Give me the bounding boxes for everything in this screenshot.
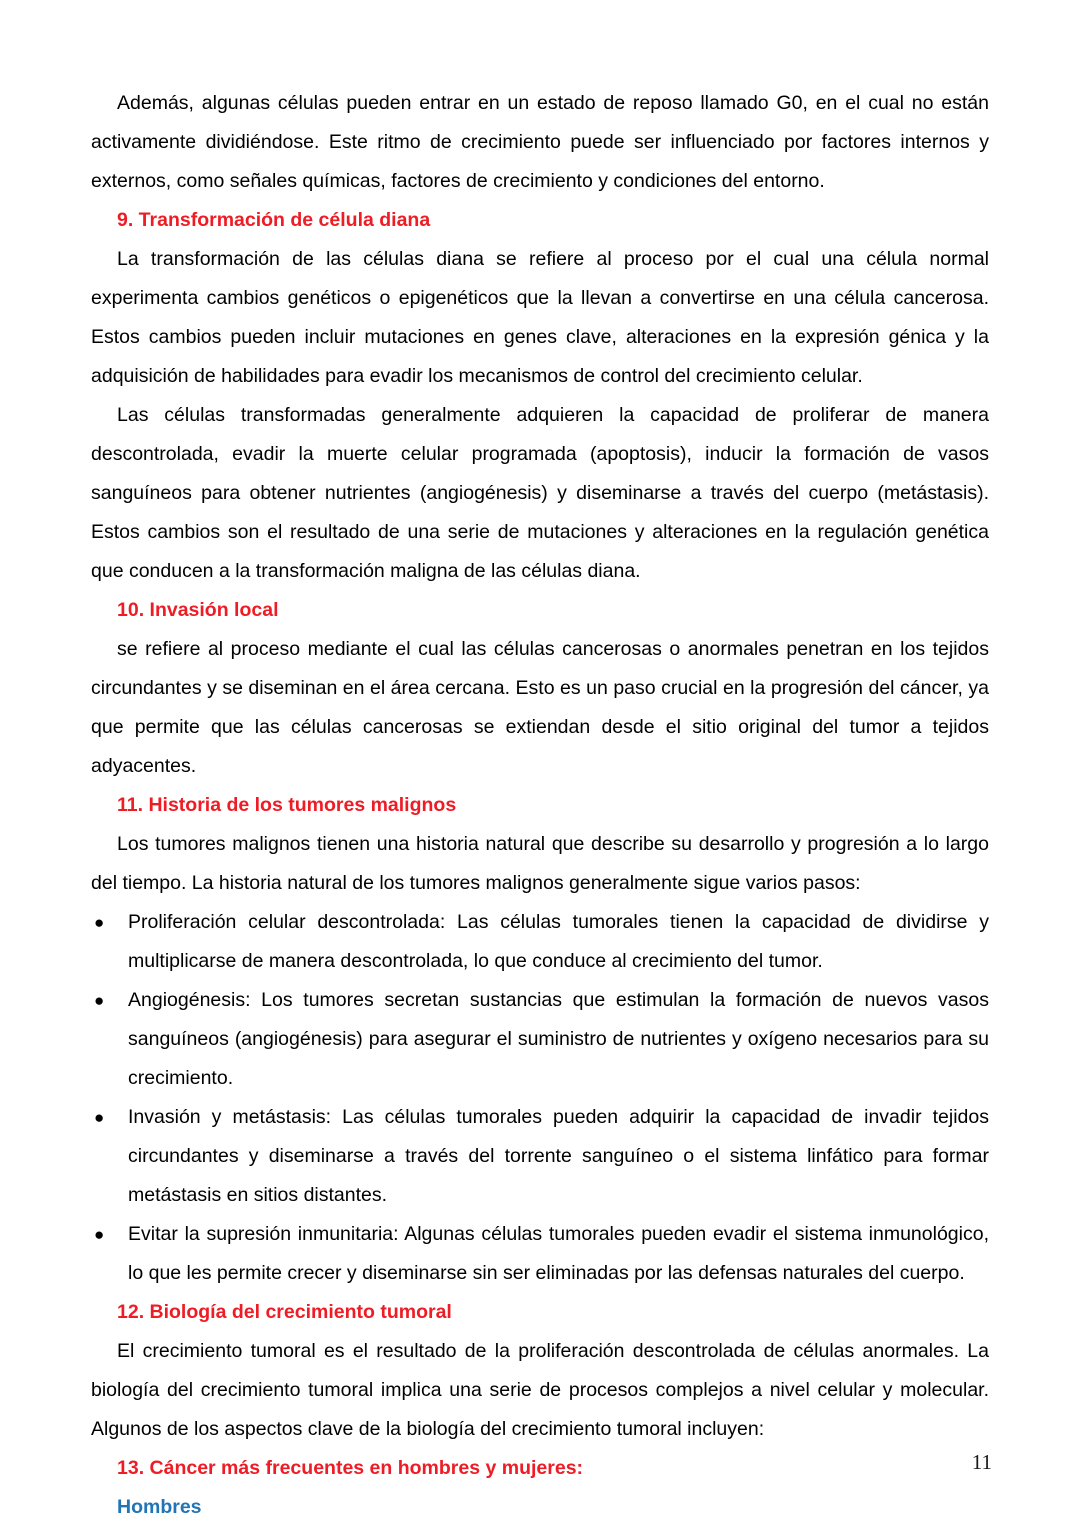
- heading-10-invasion-local: 10. Invasión local: [117, 599, 279, 621]
- list-item-text: Invasión y metástasis: Las células tumorales pueden adquirir la capacidad de invadir tejidos circundantes y diseminarse a través del torrente sanguíneo o el sistema linfático para formar metástasis en sitios distantes.: [128, 1106, 989, 1206]
- list-item-text: Angiogénesis: Los tumores secretan sustancias que estimulan la formación de nuevos vasos sanguíneos (angiogénesis) para asegurar el suministro de nutrientes y oxígeno necesarios para su crecimiento.: [128, 989, 989, 1089]
- paragraph-intro: Además, algunas células pueden entrar en un estado de reposo llamado G0, en el cual no están activamente dividiéndose. Este ritmo de crecimiento puede ser influenciado por factores internos y externos, como señales químicas, factores de crecimiento y condiciones del entorno.: [91, 92, 989, 192]
- paragraph-12-1: El crecimiento tumoral es el resultado de la proliferación descontrolada de células anormales. La biología del crecimiento tumoral implica una serie de procesos complejos a nivel celular y molecular. Algunos de los aspectos clave de la biología del crecimiento tumoral incluyen:: [91, 1340, 989, 1440]
- bullet-icon: ●: [94, 1225, 105, 1244]
- paragraph-9-1: La transformación de las células diana se refiere al proceso por el cual una célula normal experimenta cambios genéticos o epigenéticos que la llevan a convertirse en una célula cancerosa. Estos cambios pueden incluir mutaciones en genes clave, alteraciones en la expresión génica y la adquisición de habilidades para evadir los mecanismos de control del crecimiento celular.: [91, 248, 989, 387]
- bullet-icon: ●: [94, 1108, 105, 1127]
- list-item: [91, 1215, 989, 1293]
- heading-9-transformacion-celula-diana: 9. Transformación de célula diana: [117, 209, 431, 231]
- paragraph-11-1: Los tumores malignos tienen una historia natural que describe su desarrollo y progresión a lo largo del tiempo. La historia natural de los tumores malignos generalmente sigue varios pasos:: [91, 833, 989, 894]
- bullet-icon: ●: [94, 913, 105, 932]
- heading-11-historia-tumores-malignos: 11. Historia de los tumores malignos: [117, 794, 457, 816]
- page-number: 11: [971, 1450, 992, 1474]
- paragraph-10-1: se refiere al proceso mediante el cual las células cancerosas o anormales penetran en los tejidos circundantes y se diseminan en el área cercana. Esto es un paso crucial en la progresión del cáncer, ya que permite que las células cancerosas se extiendan desde el sitio original del tumor a tejidos adyacentes.: [91, 638, 989, 777]
- list-item: [91, 981, 989, 1098]
- list-item: [91, 903, 989, 981]
- heading-12-biologia-crecimiento-tumoral: 12. Biología del crecimiento tumoral: [117, 1301, 452, 1323]
- bullet-icon: ●: [94, 991, 105, 1010]
- heading-13-cancer-mas-frecuentes: 13. Cáncer más frecuentes en hombres y mujeres:: [117, 1457, 584, 1479]
- bullet-list-historia-natural: [91, 903, 989, 1293]
- page-content: [91, 84, 989, 1527]
- list-item-text: Proliferación celular descontrolada: Las células tumorales tienen la capacidad de dividirse y multiplicarse de manera descontrolada, lo que conduce al crecimiento del tumor.: [128, 911, 989, 972]
- list-item-text: Evitar la supresión inmunitaria: Algunas células tumorales pueden evadir el sistema inmunológico, lo que les permite crecer y diseminarse sin ser eliminadas por las defensas naturales del cuerpo.: [128, 1223, 989, 1284]
- heading-13-subheading-hombres: Hombres: [117, 1496, 202, 1518]
- paragraph-9-2: Las células transformadas generalmente adquieren la capacidad de proliferar de manera descontrolada, evadir la muerte celular programada (apoptosis), inducir la formación de vasos sanguíneos para obtener nutrientes (angiogénesis) y diseminarse a través del cuerpo (metástasis). Estos cambios son el resultado de una serie de mutaciones y alteraciones en la regulación genética que conducen a la transformación maligna de las células diana.: [91, 404, 989, 582]
- list-item: [91, 1098, 989, 1215]
